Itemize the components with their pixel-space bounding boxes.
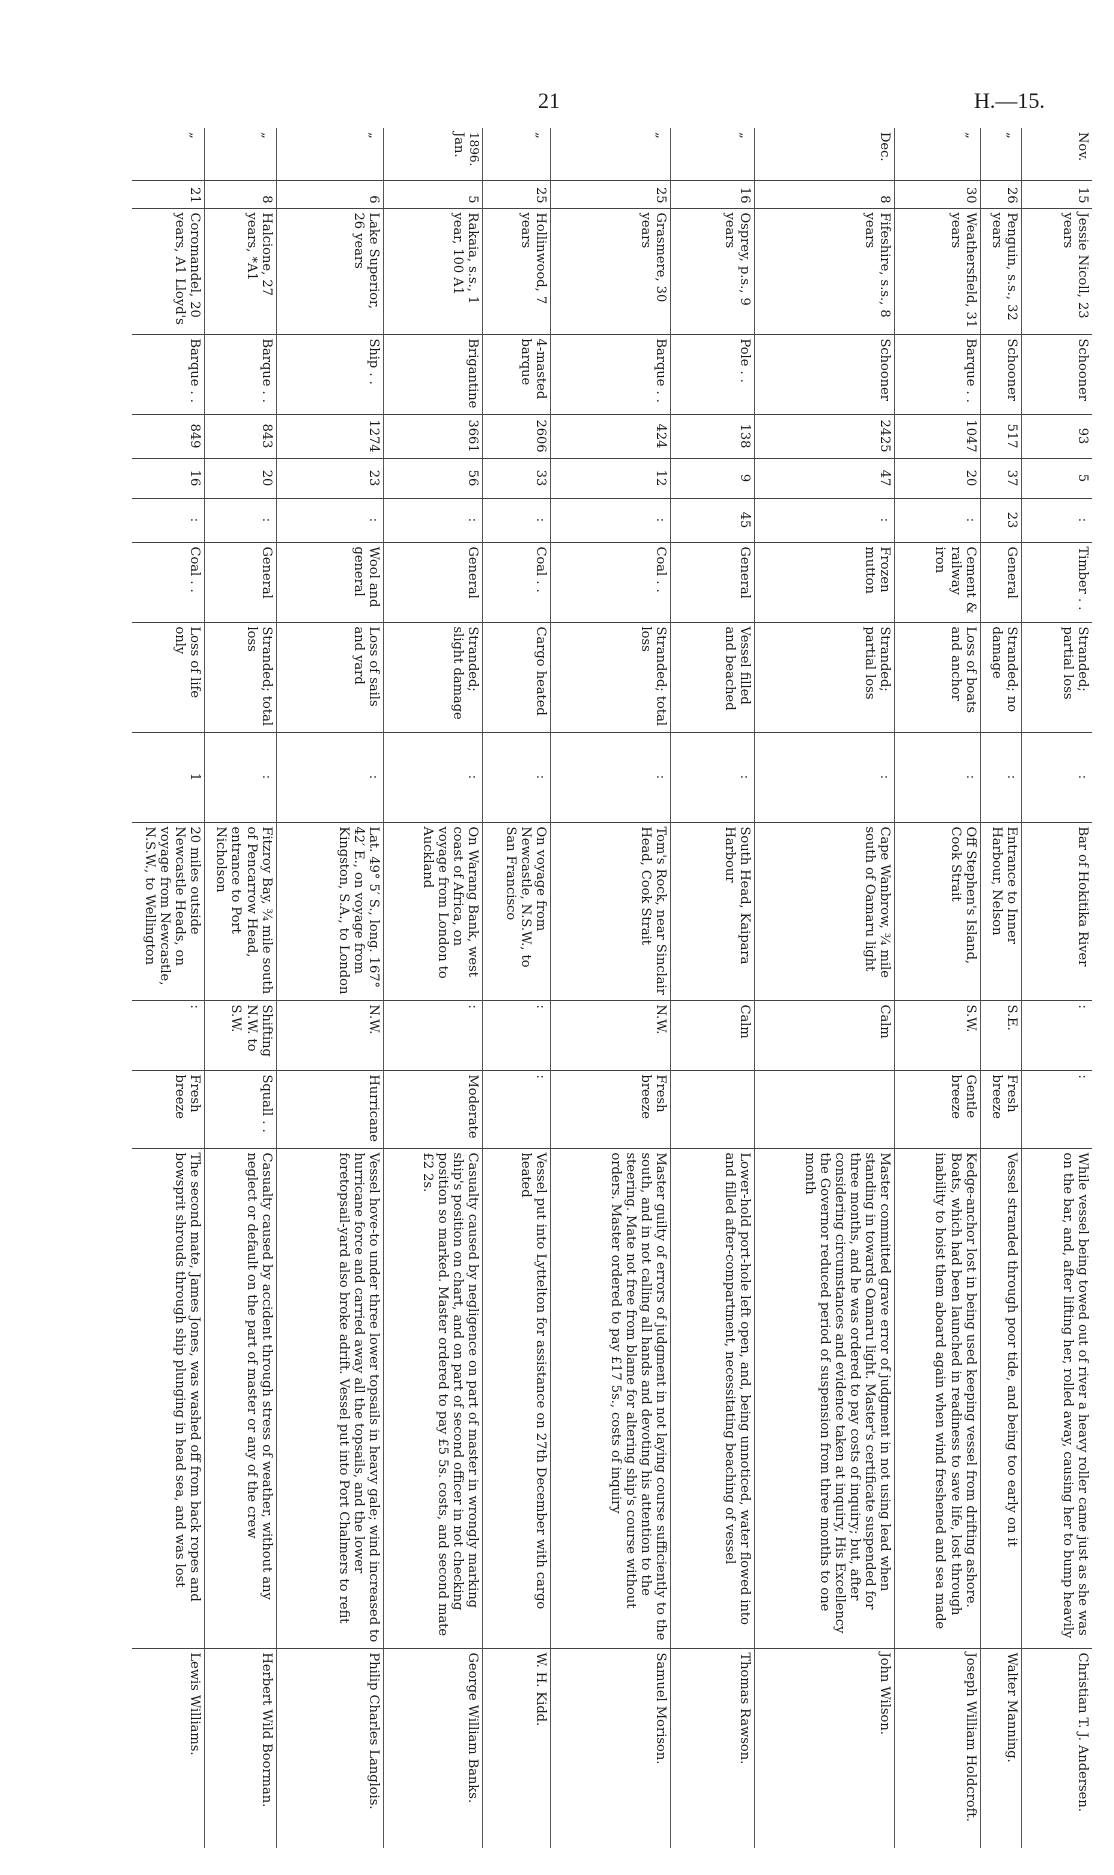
cell-nature: Stranded; total loss [550, 622, 671, 732]
cell-master: Herbert Wild Boorman. [204, 1648, 276, 1848]
document-id: H.—15. [974, 88, 1045, 113]
cell-cause: Casualty caused by accident through stress of weather, without any neglect or default on the part of master or any of the crew [204, 1148, 276, 1648]
cell-locality: Fitzroy Bay, ¾ mile south of Pencarrow Head, entrance to Port Nicholson [204, 822, 276, 1000]
cell-nature: Stranded; slight damage [384, 622, 483, 732]
cell-crew: 47 [754, 458, 894, 498]
cell-cause: Vessel stranded through poor tide, and being too early on it [980, 1148, 1022, 1648]
cell-wind-force: Moderate [384, 1070, 483, 1148]
cell-day: 15 [1022, 180, 1092, 208]
cell-day: 25 [550, 180, 671, 208]
cell-cargo: General [384, 542, 483, 622]
cell-month: Dec. [877, 132, 893, 162]
cell-vessel: Coromandel, 20 years, A1 Lloyd's [132, 208, 204, 334]
cell-tons: 517 [980, 414, 1022, 458]
cell-crew: 56 [384, 458, 483, 498]
cell-rig: Schooner [980, 334, 1022, 414]
cell-passengers: : [550, 498, 671, 542]
table-row [895, 128, 981, 1848]
cell-lives-lost: 1 [132, 732, 204, 822]
cell-cause: Vessel hove-to under three lower topsails in heavy gale; wind increased to hurricane force and carried away all the topsails, and the lower foretopsail-yard also broke adrift. Vessel put into Port Chalmers to refit [276, 1148, 383, 1648]
cell-cause: Lower-hold port-hole left open, and, being unnoticed, water flowed into and filled after-compartment, necessitating beaching of vessel [671, 1148, 754, 1648]
cell-rig: Brigantine [384, 334, 483, 414]
cell-wind-dir: : [1022, 1000, 1092, 1070]
cell-day: 30 [895, 180, 981, 208]
cell-nature: Stranded; partial loss [1022, 622, 1092, 732]
cell-rig: Schooner [754, 334, 894, 414]
cell-passengers: : [754, 498, 894, 542]
cell-crew: 5 [1022, 458, 1092, 498]
cell-day: 8 [204, 180, 276, 208]
table-row [482, 128, 550, 1848]
cell-cause: Master committed grave error of judgment in not using lead when standing in towards Oamaru light. Master's certificate suspended for three months, and he was ordered to pay costs of inquiry; but, after considering circumstances and evidence taken at inquiry, His Excellency the Governor reduced period of suspension from three months to one month [754, 1148, 894, 1648]
cell-master: Thomas Rawson. [671, 1648, 754, 1848]
cell-day: 16 [671, 180, 754, 208]
cell-month: „ [962, 132, 978, 139]
cell-lives-lost: : [384, 732, 483, 822]
cell-nature: Cargo heated [482, 622, 550, 732]
cell-wind-force: Fresh breeze [980, 1070, 1022, 1148]
casualty-table-rotated [132, 128, 1092, 1848]
cell-day: 5 [384, 180, 483, 208]
cell-cargo: Coal . . [550, 542, 671, 622]
cell-day: 25 [482, 180, 550, 208]
cell-rig: Schooner [1022, 334, 1092, 414]
cell-vessel: Grasmere, 30 years [550, 208, 671, 334]
cell-wind-dir: N.W. [276, 1000, 383, 1070]
cell-crew: 37 [980, 458, 1022, 498]
cell-wind-dir: : [384, 1000, 483, 1070]
cell-day: 26 [980, 180, 1022, 208]
cell-nature: Loss of sails and yard [276, 622, 383, 732]
cell-rig: Pole . . [671, 334, 754, 414]
cell-month: „ [366, 132, 382, 139]
cell-vessel: Rakaia, s.s., 1 year, 100 A1 [384, 208, 483, 334]
cell-month: „ [186, 132, 202, 139]
cell-lives-lost: : [482, 732, 550, 822]
cell-wind-dir: Calm [671, 1000, 754, 1070]
cell-wind-dir: : [132, 1000, 204, 1070]
cell-cargo: Cement & railway iron [895, 542, 981, 622]
cell-cargo: General [980, 542, 1022, 622]
cell-month [384, 128, 483, 180]
cell-cargo: Coal . . [482, 542, 550, 622]
cell-locality: 20 miles outside Newcastle Heads, on voyage from Newcastle, N.S.W., to Wellington [132, 822, 204, 1000]
cell-wind-dir: N.W. [550, 1000, 671, 1070]
cell-nature: Stranded; no damage [980, 622, 1022, 732]
cell-passengers: : [132, 498, 204, 542]
cell-month: „ [1004, 132, 1020, 139]
cell-lives-lost: : [671, 732, 754, 822]
cell-cargo: Coal . . [132, 542, 204, 622]
cell-wind-force: Squall . . [204, 1070, 276, 1148]
cell-passengers: : [482, 498, 550, 542]
table-row [550, 128, 671, 1848]
cell-vessel: Penguin, s.s., 32 years [980, 208, 1022, 334]
cell-month: „ [532, 132, 548, 139]
cell-cause: Vessel put into Lyttelton for assistance on 27th December with cargo heated [482, 1148, 550, 1648]
cell-cargo: Frozen mutton [754, 542, 894, 622]
cell-wind-dir: S.W. [895, 1000, 981, 1070]
cell-nature: Stranded; partial loss [754, 622, 894, 732]
cell-locality: Off Stephen's Island, Cook Strait [895, 822, 981, 1000]
cell-tons: 849 [132, 414, 204, 458]
cell-lives-lost: : [980, 732, 1022, 822]
cell-nature: Loss of boats and anchor [895, 622, 981, 732]
cell-crew: 20 [895, 458, 981, 498]
cell-lives-lost: : [895, 732, 981, 822]
table-row [132, 128, 204, 1848]
cell-rig: 4-masted barque [482, 334, 550, 414]
cell-master: W. H. Kidd. [482, 1648, 550, 1848]
table-row [754, 128, 894, 1848]
month-label: Jan. [450, 132, 466, 158]
cell-lives-lost: : [204, 732, 276, 822]
cell-nature: Stranded; total loss [204, 622, 276, 732]
cell-locality: Lat. 49° 5′ S., long. 167° 42′ E., on voyage from Kingston, S.A., to London [276, 822, 383, 1000]
cell-vessel: Jessie Nicoll, 23 years [1022, 208, 1092, 334]
cell-tons: 138 [671, 414, 754, 458]
cell-rig: Ship . . [276, 334, 383, 414]
cell-wind-force: : [482, 1070, 550, 1148]
cell-wind-dir: Shifting N.W. to S.W. [204, 1000, 276, 1070]
cell-locality: Cape Wanbrow, ¾ mile south of Oamaru light [754, 822, 894, 1000]
cell-tons: 424 [550, 414, 671, 458]
cell-crew: 20 [204, 458, 276, 498]
cell-rig: Barque . . [204, 334, 276, 414]
cell-vessel: Osprey, p.s., 9 years [671, 208, 754, 334]
cell-month: Nov. [1075, 132, 1090, 162]
cell-lives-lost: : [550, 732, 671, 822]
cell-locality: Tom's Rock, near Sinclair Head, Cook Strait [550, 822, 671, 1000]
cell-rig: Barque . . [895, 334, 981, 414]
cell-tons: 1047 [895, 414, 981, 458]
cell-tons: 2425 [754, 414, 894, 458]
cell-passengers: 23 [980, 498, 1022, 542]
cell-wind-force: Fresh breeze [550, 1070, 671, 1148]
cell-cargo: General [671, 542, 754, 622]
cell-wind-force: : [1022, 1070, 1092, 1148]
cell-cargo: Wool and general [276, 542, 383, 622]
cell-passengers: : [384, 498, 483, 542]
table-row [276, 128, 383, 1848]
cell-wind-force [754, 1070, 894, 1148]
cell-month: „ [736, 132, 752, 139]
cell-wind-dir: : [482, 1000, 550, 1070]
cell-cause: The second mate, James Jones, was washed off from back ropes and bowsprit shrouds through ship plunging in head sea, and was lost [132, 1148, 204, 1648]
cell-locality: Entrance to Inner Harbour, Nelson [980, 822, 1022, 1000]
cell-rig: Barque . . [132, 334, 204, 414]
cell-master: John Wilson. [754, 1648, 894, 1848]
cell-master: Christian T. J. Andersen. [1022, 1648, 1092, 1848]
cell-passengers: : [276, 498, 383, 542]
cell-vessel: Hollinwood, 7 years [482, 208, 550, 334]
table-row [980, 128, 1022, 1848]
page-number: 21 [538, 88, 560, 113]
cell-master: Philip Charles Langlois. [276, 1648, 383, 1848]
table-row [671, 128, 754, 1848]
cell-crew: 33 [482, 458, 550, 498]
cell-passengers: : [204, 498, 276, 542]
cell-tons: 1274 [276, 414, 383, 458]
table-row [384, 128, 483, 1848]
cell-tons: 2606 [482, 414, 550, 458]
cell-passengers: : [895, 498, 981, 542]
cell-locality: Bar of Hokitika River [1022, 822, 1092, 1000]
casualty-table [132, 128, 1092, 1848]
cell-cause: Master guilty of errors of judgment in not laying course sufficiently to the south, and in not calling all hands and devoting his attention to the steering. Mate not free from blame for altering ship's course without orders. Master ordered to pay £17 5s., costs of inquiry [550, 1148, 671, 1648]
cell-cause: Casualty caused by negligence on part of master in wrongly marking ship's position on chart, and on part of second officer in not checking position so marked. Master ordered to pay £5 5s. costs, and second mate £2 2s. [384, 1148, 483, 1648]
cell-tons: 843 [204, 414, 276, 458]
cell-locality: South Head, Kaipara Harbour [671, 822, 754, 1000]
cell-wind-force: Hurricane [276, 1070, 383, 1148]
cell-month: „ [653, 132, 669, 139]
cell-tons: 93 [1022, 414, 1092, 458]
cell-lives-lost: : [754, 732, 894, 822]
cell-passengers: : [1022, 498, 1092, 542]
cell-nature: Vessel filled and beached [671, 622, 754, 732]
cell-master: Lewis Williams. [132, 1648, 204, 1848]
cell-wind-force: Fresh breeze [132, 1070, 204, 1148]
cell-master: Joseph William Holdcroft. [895, 1648, 981, 1848]
cell-day: 8 [754, 180, 894, 208]
cell-master: Samuel Morison. [550, 1648, 671, 1848]
cell-master: Walter Manning. [980, 1648, 1022, 1848]
cell-master: George William Banks. [384, 1648, 483, 1848]
cell-locality: On voyage from Newcastle, N.S.W., to San Francisco [482, 822, 550, 1000]
cell-rig: Barque . . [550, 334, 671, 414]
cell-passengers: 45 [671, 498, 754, 542]
cell-crew: 23 [276, 458, 383, 498]
cell-tons: 3661 [384, 414, 483, 458]
cell-day: 21 [132, 180, 204, 208]
cell-cause: Kedge-anchor lost in being used keeping vessel from drifting ashore. Boats, which had been launched in readiness to save life, lost through inability to hoist them aboard again when wind freshened and sea made [895, 1148, 981, 1648]
cell-vessel: Weathersfield, 31 years [895, 208, 981, 334]
cell-crew: 16 [132, 458, 204, 498]
cell-nature: Loss of life only [132, 622, 204, 732]
cell-cargo: General [204, 542, 276, 622]
cell-lives-lost: : [1022, 732, 1092, 822]
cell-wind-dir: Calm [754, 1000, 894, 1070]
cell-lives-lost: : [276, 732, 383, 822]
cell-wind-force [671, 1070, 754, 1148]
cell-crew: 9 [671, 458, 754, 498]
table-row [1022, 128, 1092, 1848]
table-row [204, 128, 276, 1848]
year-marker: 1896. [466, 132, 481, 167]
cell-cargo: Timber . . [1022, 542, 1092, 622]
cell-wind-dir: S.E. [980, 1000, 1022, 1070]
cell-month: „ [258, 132, 274, 139]
cell-vessel: Lake Superior, 26 years [276, 208, 383, 334]
cell-cause: While vessel being towed out of river a heavy roller came just as she was on the bar, and, after lifting her, rolled away, causing her to bump heavily [1022, 1148, 1092, 1648]
cell-vessel: Halcione, 27 years, *A1 [204, 208, 276, 334]
cell-wind-force: Gentle breeze [895, 1070, 981, 1148]
cell-locality: On Warang Bank, west coast of Africa, on voyage from London to Auckland [384, 822, 483, 1000]
cell-crew: 12 [550, 458, 671, 498]
cell-vessel: Fifeshire, s.s., 8 years [754, 208, 894, 334]
cell-day: 6 [276, 180, 383, 208]
